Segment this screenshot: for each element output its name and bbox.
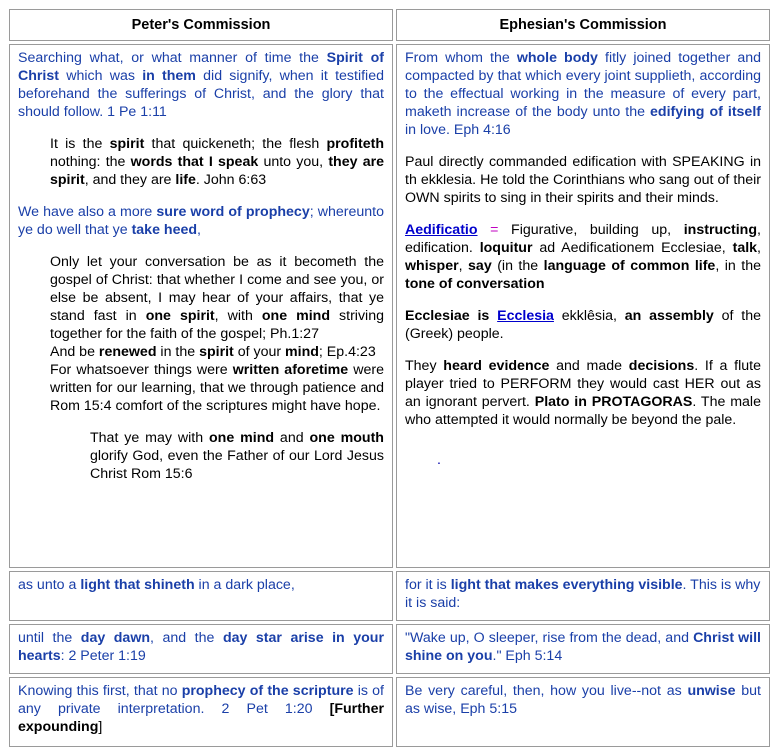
text-run: ." Eph 5:14 — [492, 648, 563, 664]
text-run: . This is why it is said: — [405, 577, 761, 611]
text-run: which was — [59, 68, 143, 84]
emphasis-text: [Further expounding — [18, 701, 384, 735]
text-run: They — [405, 358, 444, 374]
header-row — [9, 9, 770, 41]
emphasis-text: written aforetime — [232, 362, 349, 378]
emphasis-text: loquitur — [479, 240, 533, 256]
passage-ph-1-27 — [50, 253, 384, 343]
emphasis-text: light that shineth — [80, 577, 195, 593]
protagoras-text — [405, 357, 761, 429]
header-left: Peter's Commission — [9, 9, 393, 41]
term-link[interactable]: Ecclesia — [497, 308, 554, 324]
emphasis-text: decisions — [628, 358, 695, 374]
text-run: striving together for the faith of the gospel; Ph.1:27 — [50, 308, 384, 342]
text-run: "Wake up, O sleeper, rise from the dead, and — [405, 630, 694, 646]
text-run: : 2 Peter 1:19 — [60, 648, 146, 664]
emphasis-text: instructing — [683, 222, 758, 238]
emphasis-text: mind — [285, 344, 319, 360]
text-run: And be — [50, 344, 99, 360]
emphasis-text: day dawn — [80, 630, 151, 646]
cell-right-4 — [396, 677, 770, 747]
ecclesia-definition — [405, 307, 761, 343]
header-right: Ephesian's Commission — [396, 9, 770, 41]
text-run: nothing: the — [50, 154, 131, 170]
emphasis-text: one mouth — [309, 430, 384, 446]
emphasis-text: renewed — [98, 344, 157, 360]
emphasis-text: words that I speak — [130, 154, 259, 170]
text-run: Searching what, or what manner of time the — [18, 50, 327, 66]
table-row — [9, 624, 770, 674]
emphasis-text: Plato in PROTAGORAS — [534, 394, 693, 410]
text-run: of the (Greek) people. — [405, 308, 761, 342]
emphasis-text: edifying of itself — [650, 104, 761, 120]
text-run: , and they are — [84, 172, 176, 188]
stray-dot: . — [437, 452, 441, 468]
text-run: is of any private interpretation. 2 Pet 1:20 — [18, 683, 384, 717]
text-run: It is the — [50, 136, 110, 152]
emphasis-text: whisper — [405, 258, 459, 274]
emphasis-text: language of common life — [543, 258, 716, 274]
emphasis-text: one mind — [209, 430, 275, 446]
text-run: in love. Eph 4:16 — [405, 122, 511, 138]
text-run: ; Ep.4:23 — [318, 344, 376, 360]
text-run: and made — [549, 358, 629, 374]
text-run: fitly joined together and compacted by that which every joint supplieth, according to the effectual working in the measure of every part, maketh increase of the body unto the — [405, 50, 762, 120]
text-run: , in the — [715, 258, 761, 274]
text-run: For whatsoever things were — [50, 362, 233, 378]
emphasis-text: Spirit of Christ — [18, 50, 384, 84]
text-run: , with — [214, 308, 262, 324]
text-run: Figurative, building up, — [511, 222, 684, 238]
passage-rom-15-6 — [90, 429, 384, 483]
text-run: Be very careful, then, how you live--not as — [405, 683, 688, 699]
emphasis-text: Christ will shine on you — [405, 630, 761, 664]
text-run: , — [757, 240, 761, 256]
text-run: Knowing this first, that no — [18, 683, 182, 699]
passage-sure-word — [18, 203, 384, 239]
passage-rom-15-4 — [50, 361, 384, 415]
cell-left-4 — [9, 677, 393, 747]
emphasis-text: unwise — [687, 683, 736, 699]
text-run: unto you, — [258, 154, 329, 170]
text-run: until the — [18, 630, 81, 646]
paul-edification-text: Paul directly commanded edification with SPEAKING in th ekklesia. He told the Corinthians who sang out of their OWN spirits to sing in their spirits and their minds. — [405, 154, 761, 206]
text-run: , — [458, 258, 469, 274]
cell-right-2 — [396, 571, 770, 621]
text-run: = — [477, 222, 512, 238]
text-run: and — [274, 430, 310, 446]
text-run: . The male who attempted it would normally be beyond the pale. — [405, 394, 761, 428]
text-run: did signify, when it testified beforehand the sufferings of Christ, and the glory that should follow. 1 Pe 1:11 — [18, 68, 384, 120]
emphasis-text: take heed — [131, 222, 198, 238]
table-row — [9, 677, 770, 747]
passage-ep-4-23 — [50, 343, 384, 361]
text-run: that quickeneth; the flesh — [144, 136, 327, 152]
emphasis-text: sure word of prophecy — [156, 204, 310, 220]
emphasis-text: talk — [732, 240, 758, 256]
emphasis-text: light that makes everything visible — [450, 577, 683, 593]
emphasis-text: Ecclesiae is — [405, 308, 498, 324]
emphasis-text: say — [468, 258, 492, 274]
text-run: ] — [98, 719, 103, 735]
table-row — [9, 44, 770, 568]
text-run: were written for our learning, that we through patience and Rom 15:4 comfort of the scriptures might have hope. — [50, 362, 385, 414]
passage-eph-4-16 — [405, 49, 761, 139]
term-link[interactable]: Aedificatio — [405, 222, 478, 238]
text-run: That ye may with — [90, 430, 210, 446]
emphasis-text: in them — [142, 68, 196, 84]
passage-john-6-63 — [50, 135, 384, 189]
emphasis-text: one spirit — [145, 308, 215, 324]
emphasis-text: an assembly — [624, 308, 714, 324]
text-run: . If a flute player tried to PERFORM they would cast HER out as an ignorant pervert. — [405, 358, 762, 410]
text-run: as unto a — [18, 577, 81, 593]
text-run: ekklêsia, — [553, 308, 625, 324]
cell-left-1 — [9, 44, 393, 568]
text-run: ad Aedificationem Ecclesiae, — [532, 240, 733, 256]
text-run: (in the — [491, 258, 544, 274]
emphasis-text: day star arise in your hearts — [18, 630, 384, 664]
emphasis-text: whole body — [516, 50, 598, 66]
aedificatio-definition — [405, 221, 761, 293]
emphasis-text: spirit — [199, 344, 234, 360]
emphasis-text: one mind — [261, 308, 331, 324]
cell-right-3 — [396, 624, 770, 674]
emphasis-text: they are spirit — [50, 154, 384, 188]
emphasis-text: spirit — [109, 136, 145, 152]
text-run: , edification. — [405, 222, 761, 256]
emphasis-text: heard evidence — [443, 358, 550, 374]
emphasis-text: life — [175, 172, 196, 188]
cell-left-3 — [9, 624, 393, 674]
commission-table — [6, 6, 773, 750]
text-run: of your — [233, 344, 286, 360]
text-run: We have also a more — [18, 204, 157, 220]
text-run: , and the — [150, 630, 223, 646]
text-run: for it is — [405, 577, 451, 593]
text-run: in the — [156, 344, 200, 360]
cell-left-2 — [9, 571, 393, 621]
text-run: , — [197, 222, 201, 238]
text-run: From whom the — [405, 50, 517, 66]
text-run: glorify God, even the Father of our Lord Jesus Christ Rom 15:6 — [90, 448, 384, 482]
cell-right-1 — [396, 44, 770, 568]
text-run: ; whereunto ye do well that ye — [18, 204, 384, 238]
emphasis-text: tone of conversation — [405, 276, 545, 292]
passage-1pe-1-11 — [18, 49, 384, 121]
text-run: Only let your conversation be as it becometh the gospel of Christ: that whether I come and see you, or else be absent, I may hear of your affairs, that ye stand fast in — [50, 254, 384, 324]
emphasis-text: prophecy of the scripture — [181, 683, 354, 699]
text-run: . John 6:63 — [195, 172, 267, 188]
table-row — [9, 571, 770, 621]
text-run: but as wise, Eph 5:15 — [405, 683, 761, 717]
emphasis-text: profiteth — [326, 136, 384, 152]
text-run: in a dark place, — [194, 577, 295, 593]
